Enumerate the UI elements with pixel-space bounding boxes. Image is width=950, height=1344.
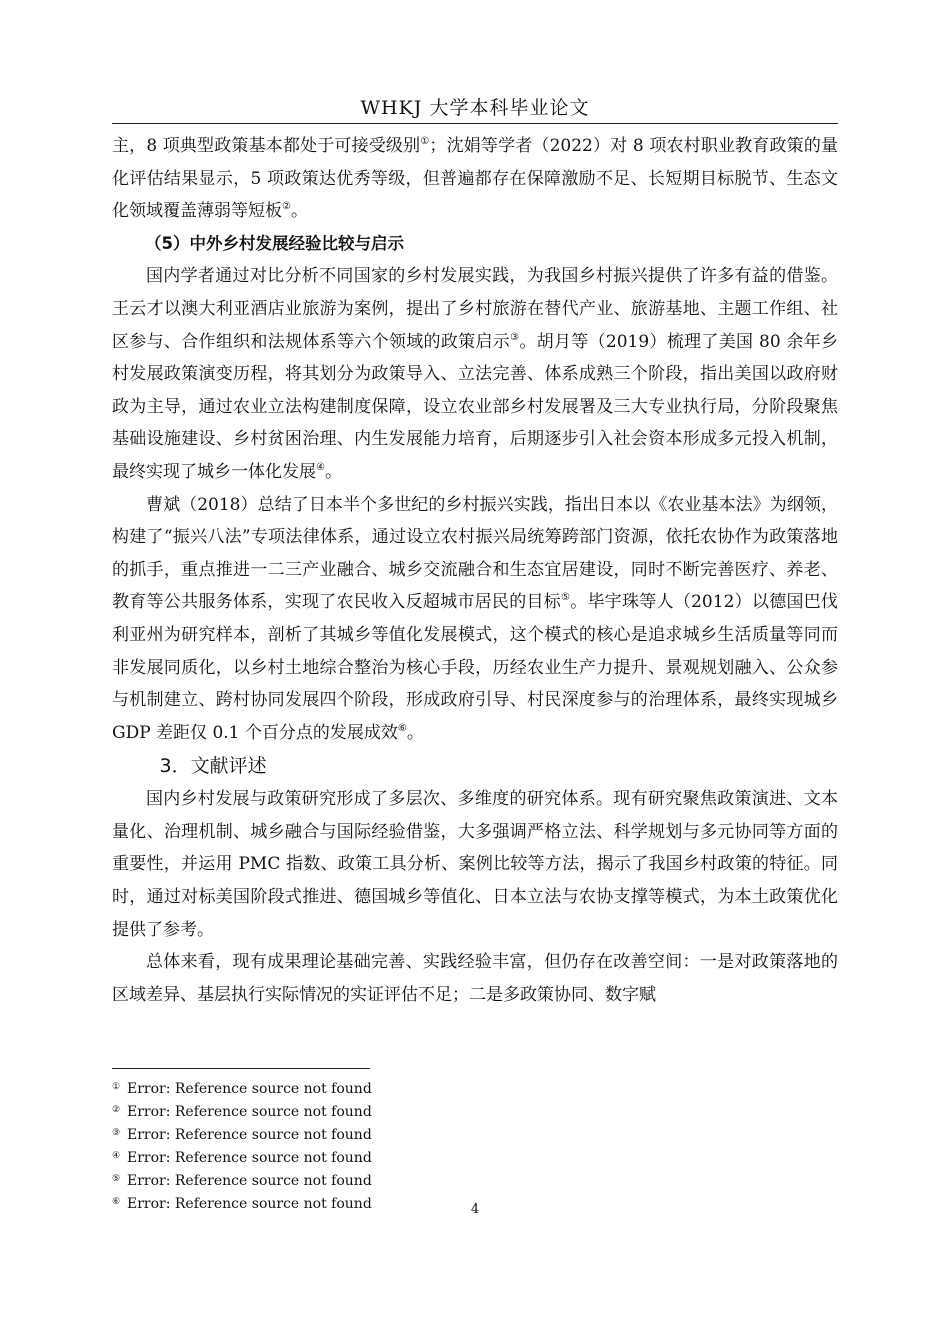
- page-header-title: WHKJ 大学本科毕业论文: [360, 97, 590, 119]
- footnote-ref[interactable]: ④: [316, 461, 325, 473]
- footnotes: [112, 1077, 612, 1215]
- text-run: 。毕宇珠等人（2012）以德国巴伐利亚州为研究样本，剖析了其城乡等值化发展模式，这个模式的核心是追求城乡生活质量等同而非发展同质化，以乡村土地综合整治为核心手段，历经农业生产力提升、景观规划融入、公众参与机制建立、跨村协同发展四个阶段，形成政府引导、村民深度参与的治理体系，最终实现城乡 GDP 差距仅 0.1 个百分点的发展成效: [112, 592, 838, 743]
- footnote-item: [112, 1100, 612, 1123]
- footnote-mark: ②: [112, 1105, 121, 1115]
- text-run: 主，8 项典型政策基本都处于可接受级别: [112, 136, 421, 156]
- footnote-text: Error: Reference source not found: [127, 1081, 372, 1097]
- footnote-ref[interactable]: ⑥: [397, 722, 407, 734]
- footnote-ref[interactable]: ②: [282, 201, 291, 213]
- footnote-item: [112, 1077, 612, 1100]
- footnote-text: Error: Reference source not found: [127, 1104, 372, 1120]
- text-run: 曹斌（2018）总结了日本半个多世纪的乡村振兴实践，指出日本以《农业基本法》为纲领，构建了“振兴八法”专项法律体系，通过设立农村振兴局统筹跨部门资源，依托农协作为政策落地的抓手，重点推进一二三产业融合、城乡交流融合和生态宜居建设，同时不断完善医疗、养老、教育等公共服务体系，实现了农民收入反超城市居民的目标: [112, 494, 838, 613]
- footnote-ref[interactable]: ①: [420, 136, 430, 147]
- page-number: 4: [470, 1202, 480, 1217]
- footnote-item: [112, 1123, 612, 1146]
- footnote-ref[interactable]: ③: [510, 331, 520, 343]
- footnote-mark: ④: [112, 1151, 121, 1161]
- page-body: [112, 130, 838, 1011]
- footnote-mark: ③: [112, 1128, 121, 1138]
- footnote-divider: [112, 1068, 370, 1069]
- footnote-text: Error: Reference source not found: [127, 1127, 372, 1143]
- footnote-item: [112, 1169, 612, 1192]
- footnote-text: Error: Reference source not found: [127, 1150, 372, 1166]
- text-run: 国内学者通过对比分析不同国家的乡村发展实践，为我国乡村振兴提供了许多有益的借鉴。王云才以澳大利亚酒店业旅游为案例，提出了乡村旅游在替代产业、旅游基地、主题工作组、社区参与、合作组织和法规体系等六个领域的政策启示: [112, 266, 838, 352]
- paragraph-3: [112, 489, 838, 750]
- paragraph-2: [112, 260, 838, 488]
- footnote-text: Error: Reference source not found: [127, 1196, 372, 1212]
- text-run: ；沈娟等学者（2022）对 8 项农村职业教育政策的量化评估结果显示，5 项政策达优秀等级，但普遍都存在保障激励不足、长短期目标脱节、生态文化领域覆盖薄弱等短板: [112, 136, 838, 222]
- footnote-mark: ⑥: [112, 1197, 121, 1207]
- paragraph-1: [112, 130, 838, 228]
- text-run: 。: [406, 722, 424, 743]
- footnote-text: Error: Reference source not found: [127, 1173, 372, 1189]
- header-divider: [112, 123, 838, 124]
- subsection-heading: （5）中外乡村发展经验比较与启示: [145, 233, 404, 253]
- text-run: 。胡月等（2019）梳理了美国 80 余年乡村发展政策演变历程，将其划分为政策导入、立法完善、体系成熟三个阶段，指出美国以政府财政为主导，通过农业立法构建制度保障，设立农业部乡村发展署及三大专业执行局，分阶段聚焦基础设施建设、乡村贫困治理、内生发展能力培育，后期逐步引入社会资本形成多元投入机制，最终实现了城乡一体化发展: [112, 331, 839, 482]
- footnote-mark: ⑤: [112, 1174, 121, 1184]
- text-run: 。: [324, 461, 342, 482]
- paragraph-4: 国内乡村发展与政策研究形成了多层次、多维度的研究体系。现有研究聚焦政策演进、文本量化、治理机制、城乡融合与国际经验借鉴，大多强调严格立法、科学规划与多元协同等方面的重要性，并运用 PMC 指数、政策工具分析、案例比较等方法，揭示了我国乡村政策的特征。同时，通过对标美国阶段式推进、德国城乡等值化、日本立法与农协支撑等模式，为本土政策优化提供了参考。: [112, 789, 838, 940]
- footnote-ref[interactable]: ⑤: [561, 592, 571, 604]
- text-run: 。: [290, 201, 308, 222]
- section-heading: 3．文献评述: [159, 755, 267, 778]
- footnote-mark: ①: [112, 1082, 121, 1092]
- paragraph-5: 总体来看，现有成果理论基础完善、实践经验丰富，但仍存在改善空间：一是对政策落地的区域差异、基层执行实际情况的实证评估不足；二是多政策协同、数字赋: [112, 952, 838, 1005]
- footnote-item: [112, 1146, 612, 1169]
